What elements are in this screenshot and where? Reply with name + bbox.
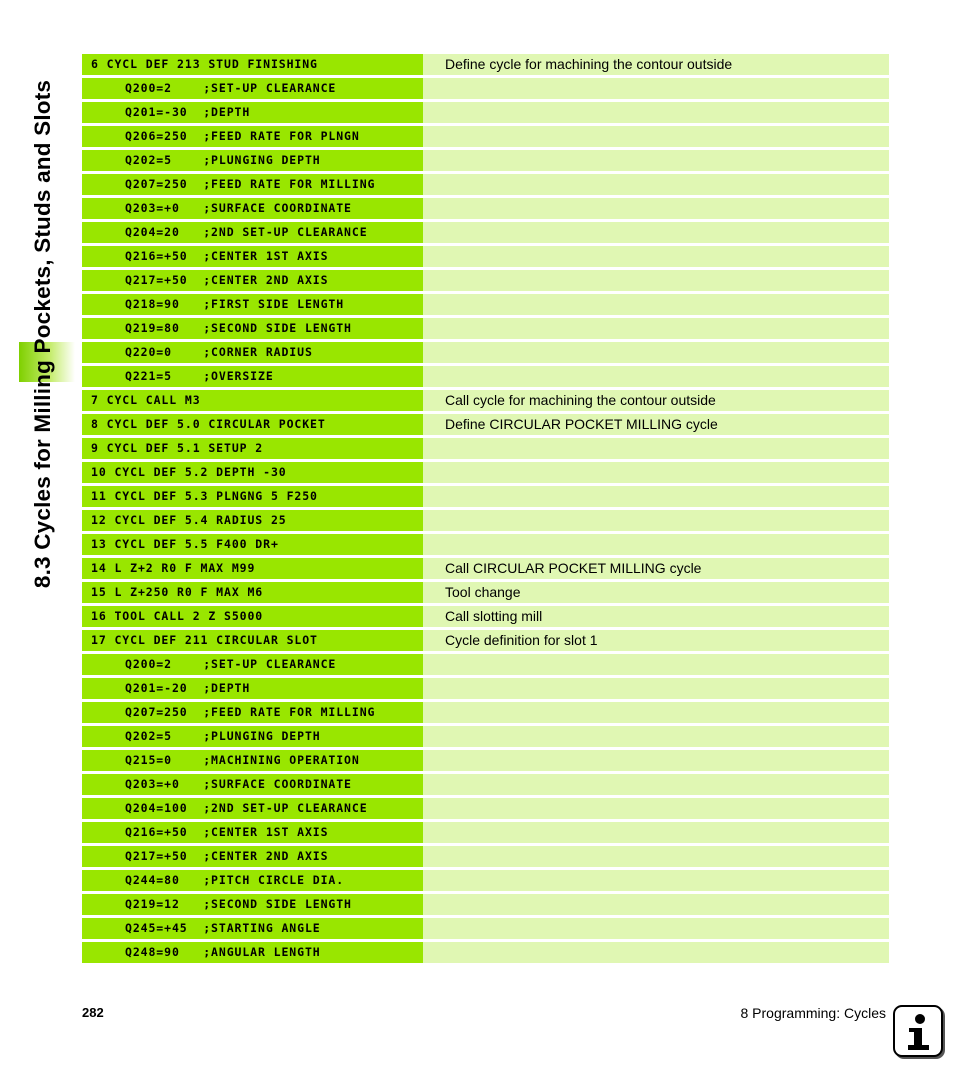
description-cell bbox=[423, 342, 889, 363]
description-cell bbox=[423, 870, 889, 891]
description-cell bbox=[423, 294, 889, 315]
table-row bbox=[82, 630, 889, 651]
table-row bbox=[82, 414, 889, 435]
table-row bbox=[82, 150, 889, 171]
description-cell bbox=[423, 486, 889, 507]
table-row bbox=[82, 534, 889, 555]
description-cell bbox=[423, 318, 889, 339]
table-row bbox=[82, 102, 889, 123]
table-row bbox=[82, 774, 889, 795]
table-row bbox=[82, 222, 889, 243]
nc-code-cell: 13 CYCL DEF 5.5 F400 DR+ bbox=[82, 534, 423, 555]
nc-code-cell: Q204=100 ;2ND SET-UP CLEARANCE bbox=[82, 798, 423, 819]
description-cell bbox=[423, 438, 889, 459]
nc-code-cell: Q201=-30 ;DEPTH bbox=[82, 102, 423, 123]
description-cell bbox=[423, 78, 889, 99]
table-row bbox=[82, 510, 889, 531]
description-cell bbox=[423, 798, 889, 819]
nc-code-cell: Q244=80 ;PITCH CIRCLE DIA. bbox=[82, 870, 423, 891]
description-cell bbox=[423, 102, 889, 123]
description-cell bbox=[423, 270, 889, 291]
nc-code-cell: Q220=0 ;CORNER RADIUS bbox=[82, 342, 423, 363]
description-cell bbox=[423, 510, 889, 531]
nc-code-cell: 17 CYCL DEF 211 CIRCULAR SLOT bbox=[82, 630, 423, 651]
table-row bbox=[82, 798, 889, 819]
description-cell: Call slotting mill bbox=[423, 606, 889, 627]
nc-code-cell: Q216=+50 ;CENTER 1ST AXIS bbox=[82, 246, 423, 267]
nc-code-cell: 14 L Z+2 R0 F MAX M99 bbox=[82, 558, 423, 579]
nc-code-cell: Q206=250 ;FEED RATE FOR PLNGN bbox=[82, 126, 423, 147]
nc-code-cell: Q203=+0 ;SURFACE COORDINATE bbox=[82, 198, 423, 219]
nc-code-cell: Q217=+50 ;CENTER 2ND AXIS bbox=[82, 270, 423, 291]
table-row bbox=[82, 918, 889, 939]
info-icon-dot bbox=[915, 1014, 925, 1024]
table-row bbox=[82, 198, 889, 219]
nc-code-cell: 8 CYCL DEF 5.0 CIRCULAR POCKET bbox=[82, 414, 423, 435]
table-row bbox=[82, 750, 889, 771]
table-row bbox=[82, 702, 889, 723]
description-cell bbox=[423, 726, 889, 747]
info-icon-serif-bottom bbox=[908, 1045, 929, 1050]
description-cell bbox=[423, 678, 889, 699]
description-cell bbox=[423, 246, 889, 267]
nc-code-cell: Q217=+50 ;CENTER 2ND AXIS bbox=[82, 846, 423, 867]
description-cell: Cycle definition for slot 1 bbox=[423, 630, 889, 651]
nc-code-cell: Q207=250 ;FEED RATE FOR MILLING bbox=[82, 702, 423, 723]
table-row bbox=[82, 318, 889, 339]
table-row bbox=[82, 462, 889, 483]
nc-code-cell: Q219=80 ;SECOND SIDE LENGTH bbox=[82, 318, 423, 339]
description-cell: Call cycle for machining the contour outside bbox=[423, 390, 889, 411]
nc-code-cell: Q201=-20 ;DEPTH bbox=[82, 678, 423, 699]
table-row bbox=[82, 54, 889, 75]
description-cell bbox=[423, 894, 889, 915]
nc-code-cell: Q207=250 ;FEED RATE FOR MILLING bbox=[82, 174, 423, 195]
nc-code-cell: Q219=12 ;SECOND SIDE LENGTH bbox=[82, 894, 423, 915]
description-cell bbox=[423, 774, 889, 795]
nc-code-cell: Q200=2 ;SET-UP CLEARANCE bbox=[82, 654, 423, 675]
description-cell bbox=[423, 750, 889, 771]
table-row bbox=[82, 846, 889, 867]
nc-code-cell: Q215=0 ;MACHINING OPERATION bbox=[82, 750, 423, 771]
table-row bbox=[82, 822, 889, 843]
description-cell: Tool change bbox=[423, 582, 889, 603]
description-cell bbox=[423, 822, 889, 843]
description-cell bbox=[423, 150, 889, 171]
description-cell bbox=[423, 198, 889, 219]
description-cell: Call CIRCULAR POCKET MILLING cycle bbox=[423, 558, 889, 579]
table-row bbox=[82, 438, 889, 459]
description-cell: Define CIRCULAR POCKET MILLING cycle bbox=[423, 414, 889, 435]
table-row bbox=[82, 126, 889, 147]
description-cell: Define cycle for machining the contour outside bbox=[423, 54, 889, 75]
table-row bbox=[82, 78, 889, 99]
description-cell bbox=[423, 222, 889, 243]
nc-code-cell: Q200=2 ;SET-UP CLEARANCE bbox=[82, 78, 423, 99]
description-cell bbox=[423, 918, 889, 939]
table-row bbox=[82, 486, 889, 507]
nc-code-cell: 6 CYCL DEF 213 STUD FINISHING bbox=[82, 54, 423, 75]
nc-code-cell: Q221=5 ;OVERSIZE bbox=[82, 366, 423, 387]
table-row bbox=[82, 246, 889, 267]
nc-code-cell: Q204=20 ;2ND SET-UP CLEARANCE bbox=[82, 222, 423, 243]
info-icon bbox=[893, 1005, 943, 1057]
description-cell bbox=[423, 126, 889, 147]
table-row bbox=[82, 342, 889, 363]
description-cell bbox=[423, 534, 889, 555]
table-row bbox=[82, 894, 889, 915]
nc-code-cell: Q248=90 ;ANGULAR LENGTH bbox=[82, 942, 423, 963]
table-row bbox=[82, 678, 889, 699]
table-row bbox=[82, 942, 889, 963]
nc-code-cell: Q202=5 ;PLUNGING DEPTH bbox=[82, 726, 423, 747]
description-cell bbox=[423, 462, 889, 483]
table-row bbox=[82, 654, 889, 675]
description-cell bbox=[423, 654, 889, 675]
nc-code-cell: Q245=+45 ;STARTING ANGLE bbox=[82, 918, 423, 939]
nc-code-cell: Q216=+50 ;CENTER 1ST AXIS bbox=[82, 822, 423, 843]
description-cell bbox=[423, 942, 889, 963]
nc-code-cell: 12 CYCL DEF 5.4 RADIUS 25 bbox=[82, 510, 423, 531]
nc-code-cell: Q202=5 ;PLUNGING DEPTH bbox=[82, 150, 423, 171]
table-row bbox=[82, 870, 889, 891]
table-row bbox=[82, 606, 889, 627]
program-listing-table bbox=[82, 54, 889, 966]
nc-code-cell: Q203=+0 ;SURFACE COORDINATE bbox=[82, 774, 423, 795]
description-cell bbox=[423, 846, 889, 867]
table-row bbox=[82, 390, 889, 411]
section-title: 8.3 Cycles for Milling Pockets, Studs and Slots bbox=[30, 79, 55, 589]
nc-code-cell: Q218=90 ;FIRST SIDE LENGTH bbox=[82, 294, 423, 315]
table-row bbox=[82, 270, 889, 291]
page-number: 282 bbox=[82, 1005, 104, 1020]
description-cell bbox=[423, 702, 889, 723]
table-row bbox=[82, 558, 889, 579]
nc-code-cell: 16 TOOL CALL 2 Z S5000 bbox=[82, 606, 423, 627]
nc-code-cell: 7 CYCL CALL M3 bbox=[82, 390, 423, 411]
table-row bbox=[82, 174, 889, 195]
nc-code-cell: 9 CYCL DEF 5.1 SETUP 2 bbox=[82, 438, 423, 459]
table-row bbox=[82, 726, 889, 747]
chapter-label: 8 Programming: Cycles bbox=[740, 1005, 886, 1021]
description-cell bbox=[423, 174, 889, 195]
nc-code-cell: 10 CYCL DEF 5.2 DEPTH -30 bbox=[82, 462, 423, 483]
nc-code-cell: 11 CYCL DEF 5.3 PLNGNG 5 F250 bbox=[82, 486, 423, 507]
table-row bbox=[82, 366, 889, 387]
table-row bbox=[82, 582, 889, 603]
description-cell bbox=[423, 366, 889, 387]
nc-code-cell: 15 L Z+250 R0 F MAX M6 bbox=[82, 582, 423, 603]
table-row bbox=[82, 294, 889, 315]
